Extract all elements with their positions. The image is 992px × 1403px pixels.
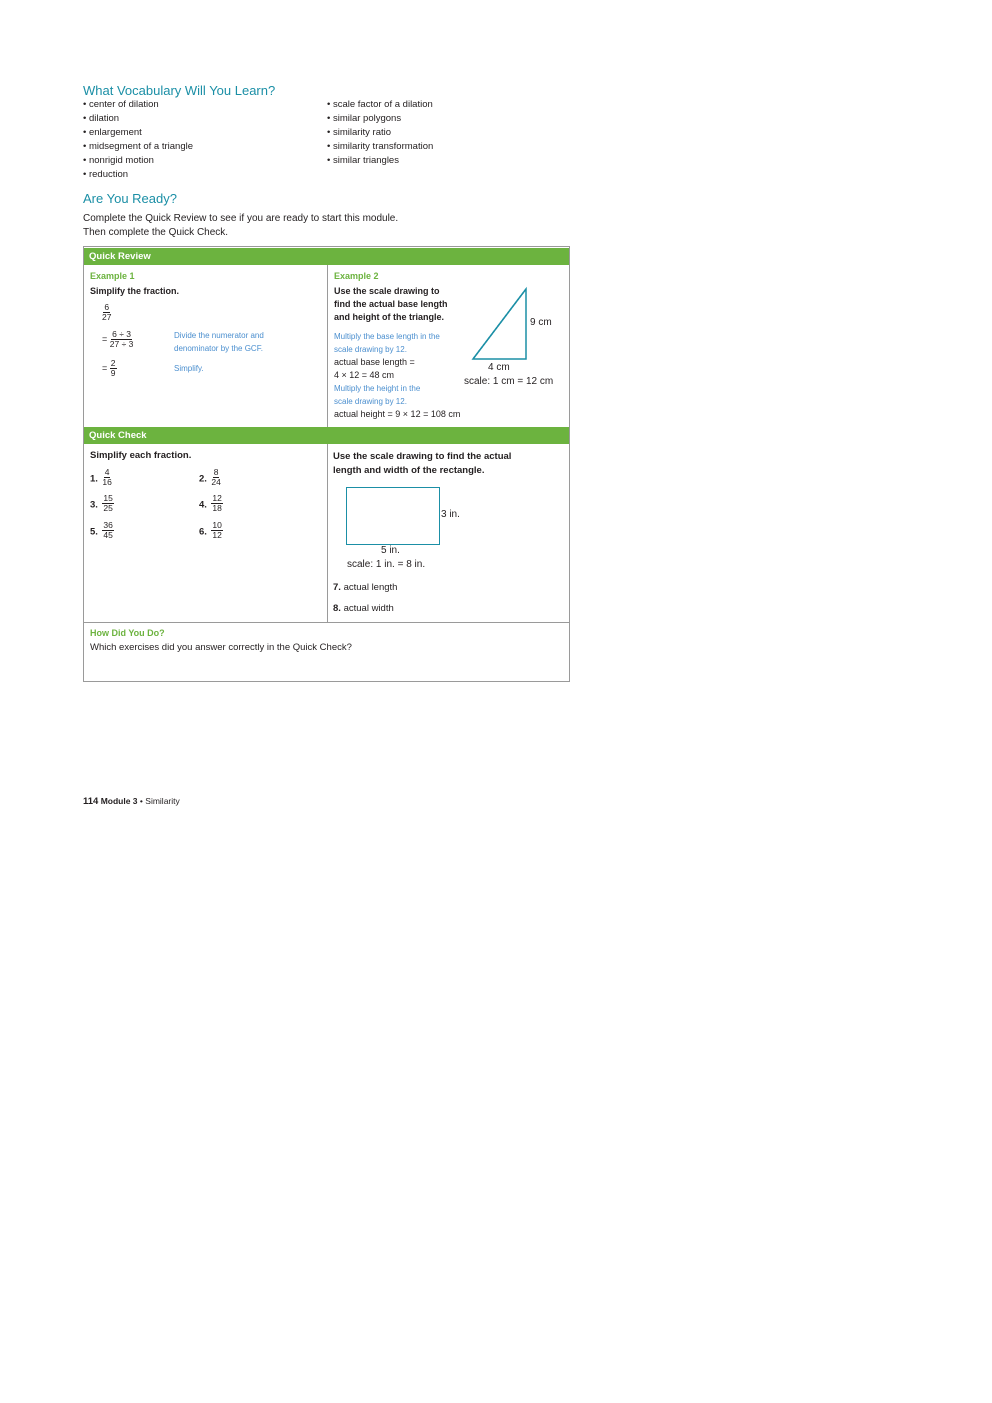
equals-sign: =: [102, 362, 108, 373]
triangle-height-label: 9 cm: [530, 317, 552, 328]
ready-line: Then complete the Quick Check.: [83, 227, 229, 238]
item-text: actual length: [343, 582, 398, 593]
prompt-line: length and width of the rectangle.: [333, 465, 485, 476]
example2-base-line: actual base length =: [334, 357, 415, 367]
item-number: 6.: [199, 526, 207, 538]
module-name: Module 3: [100, 796, 138, 806]
rectangle-scale: scale: 1 in. = 8 in.: [347, 559, 426, 570]
how-heading: How Did You Do?: [90, 628, 165, 638]
divider: [327, 265, 328, 427]
vocab-item: • scale factor of a dilation: [327, 98, 433, 112]
denominator: 27 ÷ 3: [109, 339, 134, 349]
example1-prompt: Simplify the fraction.: [90, 286, 180, 296]
vocab-item: • similar polygons: [327, 112, 433, 126]
vocab-item: • similarity ratio: [327, 126, 433, 140]
example2-note: Multiply the height in the: [334, 384, 421, 393]
quick-check-prompt: Simplify each fraction.: [90, 450, 192, 461]
denominator: 18: [212, 503, 222, 513]
ready-heading: Are You Ready?: [83, 191, 177, 206]
item-number: 7.: [333, 582, 341, 593]
example1-step1-note: [174, 329, 264, 355]
separator: •: [139, 796, 143, 806]
example2-note: Multiply the base length in the: [334, 332, 440, 341]
vocab-item: • center of dilation: [83, 98, 193, 112]
page-footer: [83, 796, 180, 807]
quick-check-bar: Quick Check: [84, 427, 569, 444]
prompt-line: find the actual base length: [334, 299, 448, 309]
prompt-line: Use the scale drawing to: [334, 286, 440, 296]
qc-item-2: [199, 468, 221, 487]
example2-work: [334, 330, 469, 421]
qc-item-8: [333, 603, 394, 614]
item-number: 4.: [199, 499, 207, 511]
rectangle-width-label: 5 in.: [381, 545, 400, 556]
equals-sign: =: [102, 333, 108, 344]
denominator: 24: [211, 477, 221, 487]
qc-item-1: [90, 468, 112, 487]
vocab-item: • dilation: [83, 112, 193, 126]
qc-item-6: [199, 521, 223, 540]
denominator: 16: [102, 477, 112, 487]
example2-label: Example 2: [334, 271, 379, 281]
vocab-item: • reduction: [83, 168, 193, 182]
prompt-line: and height of the triangle.: [334, 312, 444, 322]
example1-label: Example 1: [90, 271, 135, 281]
example2-note: scale drawing by 12.: [334, 397, 407, 406]
numerator: 15: [103, 493, 113, 503]
rectangle-prompt: [333, 450, 511, 478]
quick-review-bar: Quick Review: [84, 248, 569, 265]
triangle-base-label: 4 cm: [488, 362, 510, 373]
ready-line: Complete the Quick Review to see if you are ready to start this module.: [83, 213, 399, 224]
vocab-heading: What Vocabulary Will You Learn?: [83, 83, 276, 98]
rectangle-drawing: [346, 487, 440, 545]
qc-item-5: [90, 521, 114, 540]
how-text: Which exercises did you answer correctly in the Quick Check?: [90, 642, 352, 653]
denominator: 27: [102, 312, 112, 322]
numerator: 6: [104, 302, 110, 312]
ready-instructions: [83, 212, 398, 240]
item-number: 5.: [90, 526, 98, 538]
numerator: 2: [110, 358, 116, 368]
numerator: 8: [213, 467, 219, 477]
numerator: 4: [104, 467, 110, 477]
example1-step1: [102, 330, 133, 349]
example1-step2: [102, 359, 117, 378]
denominator: 9: [110, 368, 116, 378]
denominator: 45: [103, 530, 113, 540]
module-topic: Similarity: [145, 796, 180, 806]
vocab-item: • midsegment of a triangle: [83, 140, 193, 154]
denominator: 25: [103, 503, 113, 513]
review-check-box: [83, 246, 570, 682]
example2-height-result: actual height = 9 × 12 = 108 cm: [334, 409, 461, 419]
numerator: 10: [212, 520, 222, 530]
item-text: actual width: [343, 603, 394, 614]
triangle-scale: scale: 1 cm = 12 cm: [464, 376, 554, 387]
item-number: 1.: [90, 473, 98, 485]
vocab-list-left: [83, 98, 193, 182]
numerator: 12: [212, 493, 222, 503]
vocab-item: • similarity transformation: [327, 140, 433, 154]
prompt-line: Use the scale drawing to find the actual: [333, 451, 512, 462]
vocab-item: • enlargement: [83, 126, 193, 140]
vocab-item: • nonrigid motion: [83, 154, 193, 168]
numerator: 6 ÷ 3: [112, 329, 131, 339]
example2-prompt: [334, 285, 448, 324]
numerator: 36: [103, 520, 113, 530]
note-line: Divide the numerator and: [174, 331, 264, 340]
item-number: 2.: [199, 473, 207, 485]
qc-item-4: [199, 494, 223, 513]
qc-item-3: [90, 494, 114, 513]
example2-note: scale drawing by 12.: [334, 345, 407, 354]
example1-step2-note: Simplify.: [174, 364, 204, 373]
item-number: 8.: [333, 603, 341, 614]
page-number: 114: [83, 796, 99, 807]
divider: [327, 444, 328, 622]
qc-item-7: [333, 582, 397, 593]
vocab-list-right: [327, 98, 433, 168]
note-line: denominator by the GCF.: [174, 344, 263, 353]
example2-base-result: 4 × 12 = 48 cm: [334, 370, 395, 380]
rectangle-height-label: 3 in.: [441, 509, 460, 520]
item-number: 3.: [90, 499, 98, 511]
example1-fraction: [102, 303, 111, 322]
triangle-drawing: [470, 285, 530, 363]
divider: [84, 622, 569, 623]
vocab-item: • similar triangles: [327, 154, 433, 168]
denominator: 12: [212, 530, 222, 540]
